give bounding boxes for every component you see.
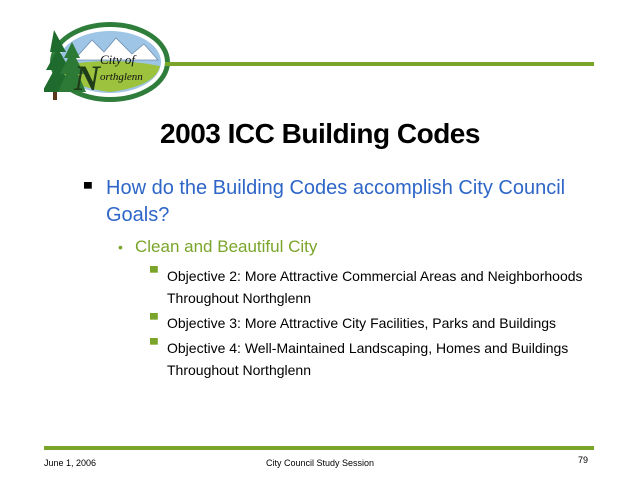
- square-bullet-icon: ▀: [84, 183, 92, 195]
- top-rule: [165, 62, 594, 66]
- svg-text:N: N: [74, 58, 100, 98]
- bullet-level2: [118, 236, 578, 258]
- objective-item: [150, 337, 590, 381]
- objective-text: Objective 3: More Attractive City Facilities, Parks and Buildings: [167, 315, 557, 331]
- page-number: 79: [578, 455, 589, 465]
- bullet-level2-text: Clean and Beautiful City: [135, 237, 318, 256]
- square-bullet-icon: ▀: [150, 314, 158, 326]
- logo-text-1: City of: [100, 52, 136, 67]
- logo-text-2: orthglenn: [100, 71, 143, 83]
- bullet-level1: [84, 175, 584, 229]
- objective-item: [150, 312, 590, 334]
- objective-text: Objective 4: Well-Maintained Landscaping, Homes and Buildings Throughout Northglenn: [167, 340, 569, 378]
- footer-date: June 1, 2006: [44, 458, 97, 468]
- square-bullet-icon: ▀: [150, 267, 158, 279]
- city-logo: [44, 12, 174, 112]
- bullet-level1-text: How do the Building Codes accomplish City Council Goals?: [106, 177, 566, 226]
- objective-item: [150, 265, 590, 309]
- bottom-rule: [44, 446, 594, 450]
- round-bullet-icon: •: [118, 239, 123, 255]
- square-bullet-icon: ▀: [150, 339, 158, 351]
- slide-title: 2003 ICC Building Codes: [160, 118, 480, 149]
- footer-title: City Council Study Session: [265, 458, 375, 468]
- objective-text: Objective 2: More Attractive Commercial Areas and Neighborhoods Throughout Northglenn: [167, 268, 583, 306]
